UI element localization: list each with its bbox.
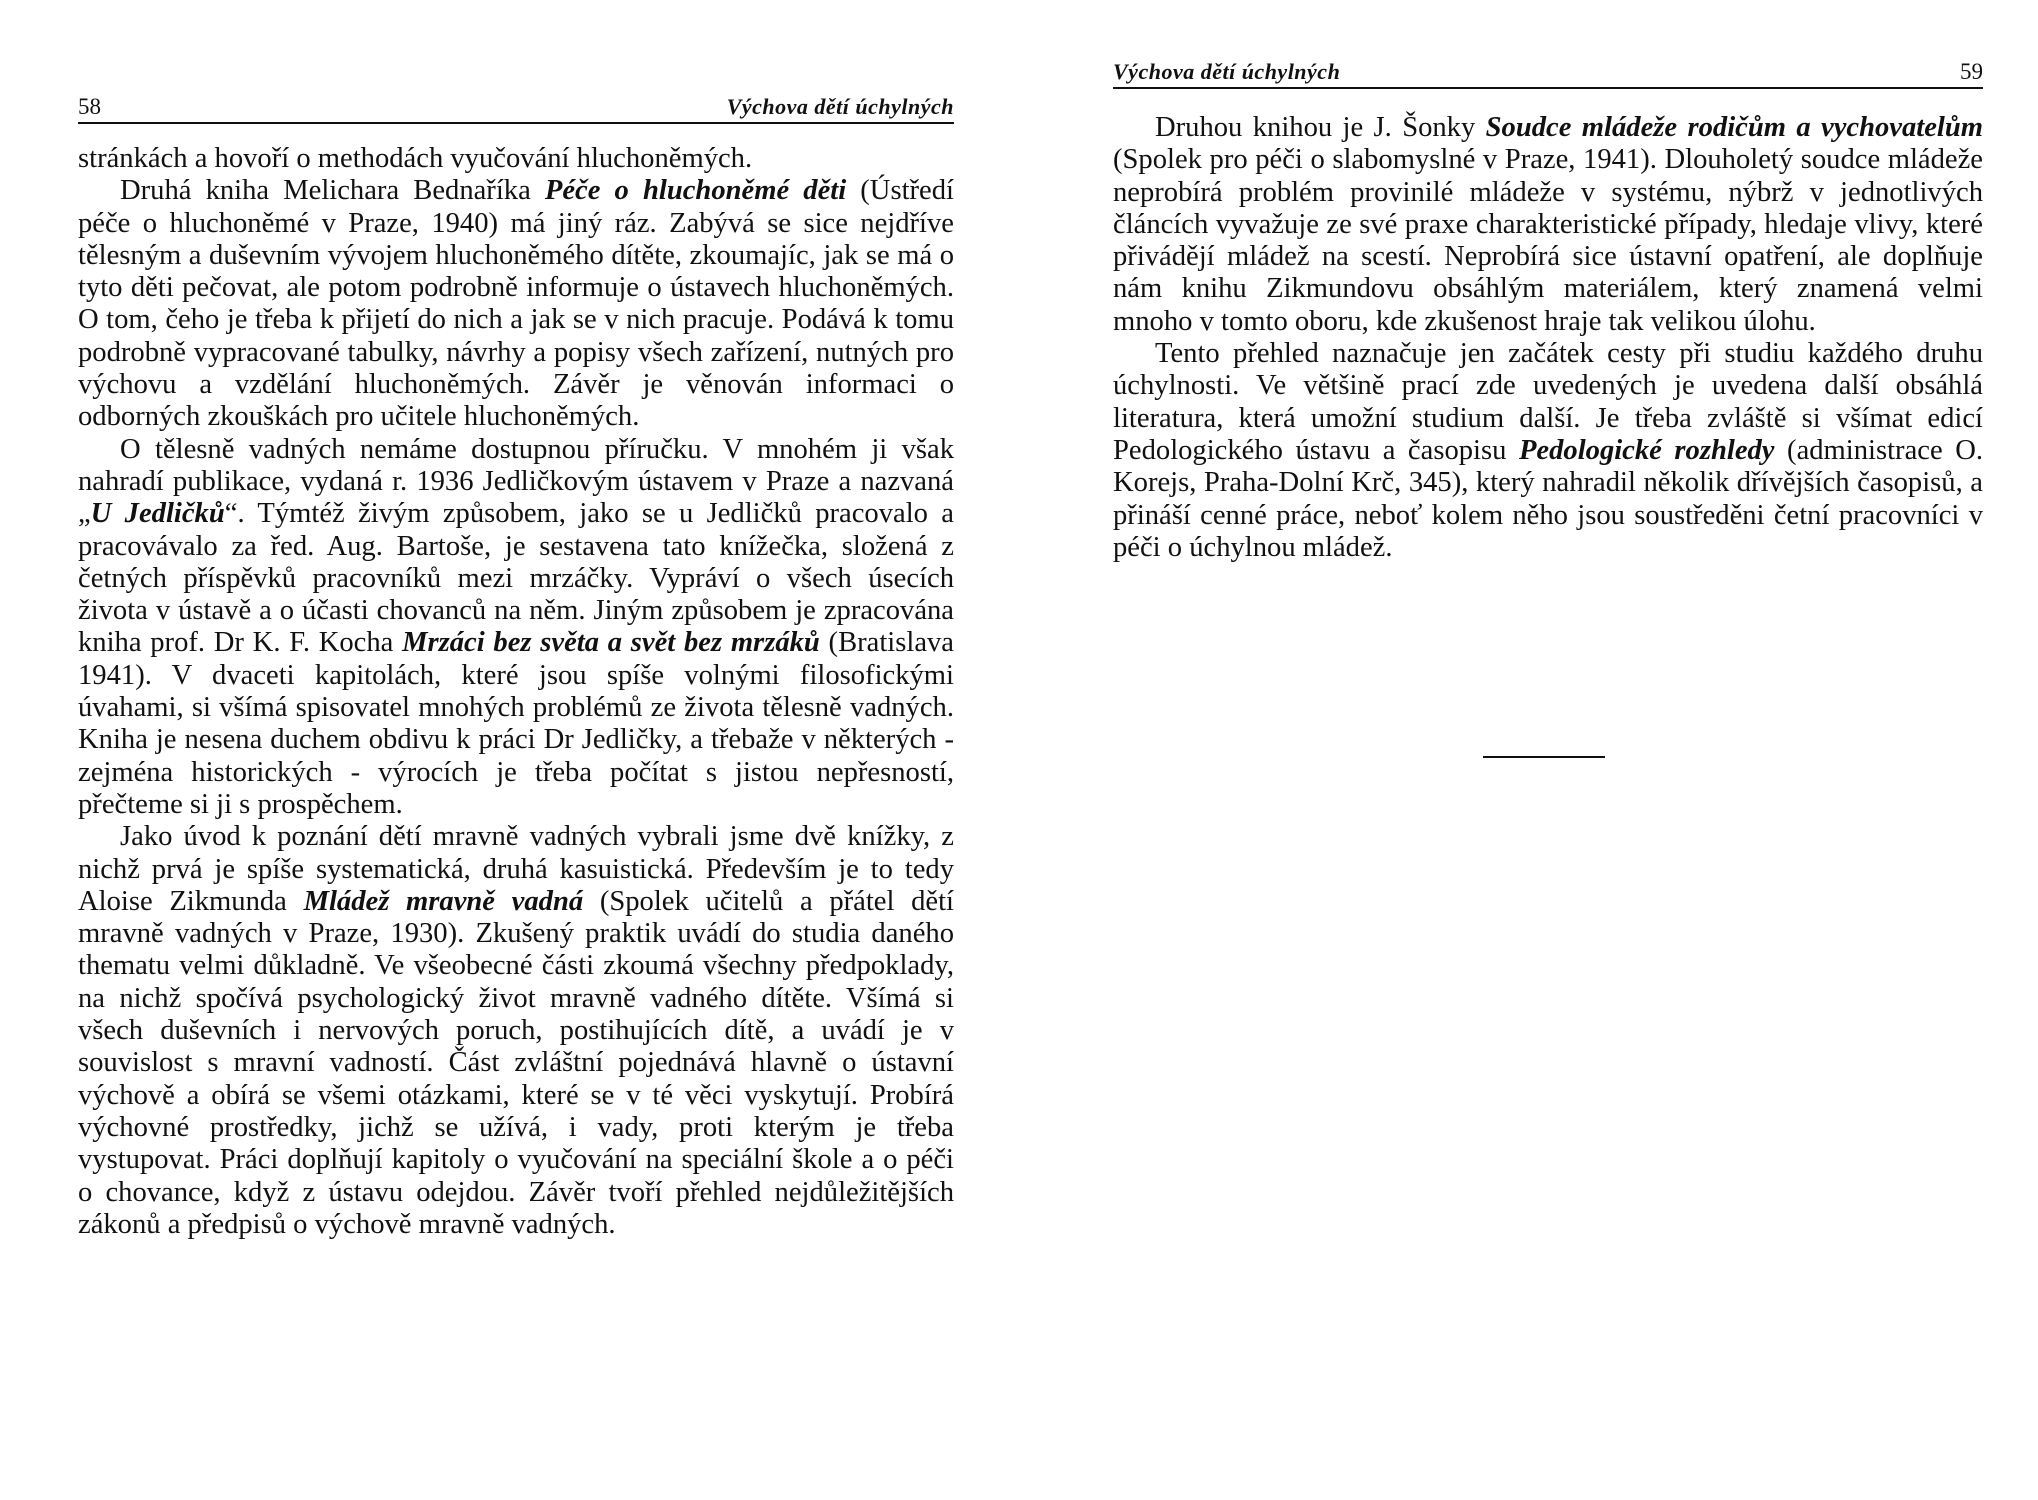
- book-title: Péče o hluchoněmé děti: [544, 175, 847, 207]
- text-run: O tělesně vadných nemáme dostupnou příručku. V mnohém ji však nahradí publikace, vydaná r. 1936 Jedličkovým ústavem v Praze a nazvaná „: [78, 433, 954, 530]
- text-run: (administrace O. Korejs, Praha-Dolní Krč, 345), který nahradil několik dřívějších časopisů, a přináší cenné práce, neboť kolem něho jsou soustředěni četní pracovníci v péči o úchylnou mládež.: [1113, 434, 1983, 563]
- paragraph: [1113, 338, 1983, 564]
- book-title: Mládež mravně vadná: [303, 885, 584, 917]
- text-run: “. Týmtéž živým způsobem, jako se u Jedličků pracovalo a pracovávalo za řed. Aug. Bartoše, je sestavena tato knížečka, složená z četných příspěvků pracovníků mezi mrzáčky. Vypráví o všech úsecích života v ústavě a o účasti chovanců na něm. Jiným způsobem je zpracována kniha prof. Dr K. F. Kocha: [78, 498, 954, 659]
- paragraph: [78, 143, 954, 175]
- body-text: [1113, 112, 1983, 564]
- text-run: stránkách a hovoří o methodách vyučování hluchoněmých.: [78, 143, 753, 174]
- book-title: Soudce mládeže rodičům a vychovatelům: [1485, 112, 1983, 143]
- page-number: 59: [1960, 59, 1983, 84]
- body-text: [78, 143, 954, 1241]
- running-head: [1113, 57, 1983, 89]
- text-run: Tento přehled naznačuje jen začátek cesty při studiu každého druhu úchylnosti. Ve většině prací zde uvedených je uvedena další obsáhlá literatura, která umožní studium další. Je třeba zvláště si všímat edicí Pedologického ústavu a časopisu: [1113, 338, 1983, 466]
- paragraph: [78, 175, 954, 433]
- book-title: U Jedličků: [90, 498, 225, 530]
- text-run: (Ústředí péče o hluchoněmé v Praze, 1940) má jiný ráz. Zabývá se sice nejdříve tělesným a duševním vývojem hluchoněmého dítěte, zkoumajíc, jak se má o tyto děti pečovat, ale potom podrobně informuje o ústavech hluchoněmých. O tom, čeho je třeba k přijetí do nich a jak se v nich pracuje. Podává k tomu podrobně vypracované tabulky, návrhy a popisy všech zařízení, nutných pro výchovu a vzdělání hluchoněmých. Závěr je věnován informaci o odborných zkouškách pro učitele hluchoněmých.: [78, 175, 954, 433]
- text-run: (Spolek pro péči o slabomyslné v Praze, 1941). Dlouholetý soudce mládeže neprobírá problém provinilé mládeže v systému, nýbrž v jednotlivých článcích vyvažuje ze své praxe charakteristické případy, hledaje vlivy, které přivádějí mládež na scestí. Neprobírá sice ústavní opatření, ale doplňuje nám knihu Zikmundovu obsáhlým materiálem, který znamená velmi mnoho v tomto oboru, kde zkušenost hraje tak velikou úlohu.: [1113, 144, 1983, 337]
- end-rule: [1483, 756, 1605, 758]
- running-title: Výchova dětí úchylných: [726, 94, 954, 119]
- paragraph: [78, 434, 954, 822]
- text-run: (Spolek učitelů a přátel dětí mravně vadných v Praze, 1930). Zkušený praktik uvádí do studia daného thematu velmi důkladně. Ve všeobecné části zkoumá všechny předpoklady, na nichž spočívá psychologický život mravně vadného dítěte. Všímá si všech duševních i nervových poruch, postihujících dítě, a uvádí je v souvislost s mravní vadností. Část zvláštní pojednává hlavně o ústavní výchově a obírá se všemi otázkami, které se v té věci vyskytují. Probírá výchovné prostředky, jichž se užívá, i vady, proti kterým je třeba vystupovat. Práci doplňují kapitoly o vyučování na speciální škole a o péči o chovance, když z ústavu odejdou. Závěr tvoří přehled nejdůležitějších zákonů a předpisů o výchově mravně vadných.: [78, 885, 954, 1240]
- book-title: Pedologické rozhledy: [1518, 434, 1775, 466]
- paragraph: [78, 821, 954, 1241]
- book-title: Mrzáci bez světa a svět bez mrzáků: [402, 627, 820, 659]
- text-run: Jako úvod k poznání dětí mravně vadných vybrali jsme dvě knížky, z nichž prvá je spíše systematická, druhá kasuistická. Především je to tedy Aloise Zikmunda: [78, 821, 954, 917]
- running-title: Výchova dětí úchylných: [1113, 59, 1341, 84]
- running-head: [78, 92, 954, 124]
- page-number: 58: [78, 94, 101, 119]
- text-run: (Bratislava 1941). V dvaceti kapitolách, které jsou spíše volnými filosofickými úvahami, si všímá spisovatel mnohých problémů ze života tělesně vadných. Kniha je nesena duchem obdivu k práci Dr Jedličky, a třebaže v některých - zejména historických - výrocích je třeba počítat s jistou nepřesností, přečteme si ji s prospěchem.: [78, 627, 954, 820]
- text-run: Druhou knihou je J. Šonky: [1155, 112, 1486, 143]
- paragraph: [1113, 112, 1983, 338]
- text-run: Druhá kniha Melichara Bednaříka: [120, 175, 545, 207]
